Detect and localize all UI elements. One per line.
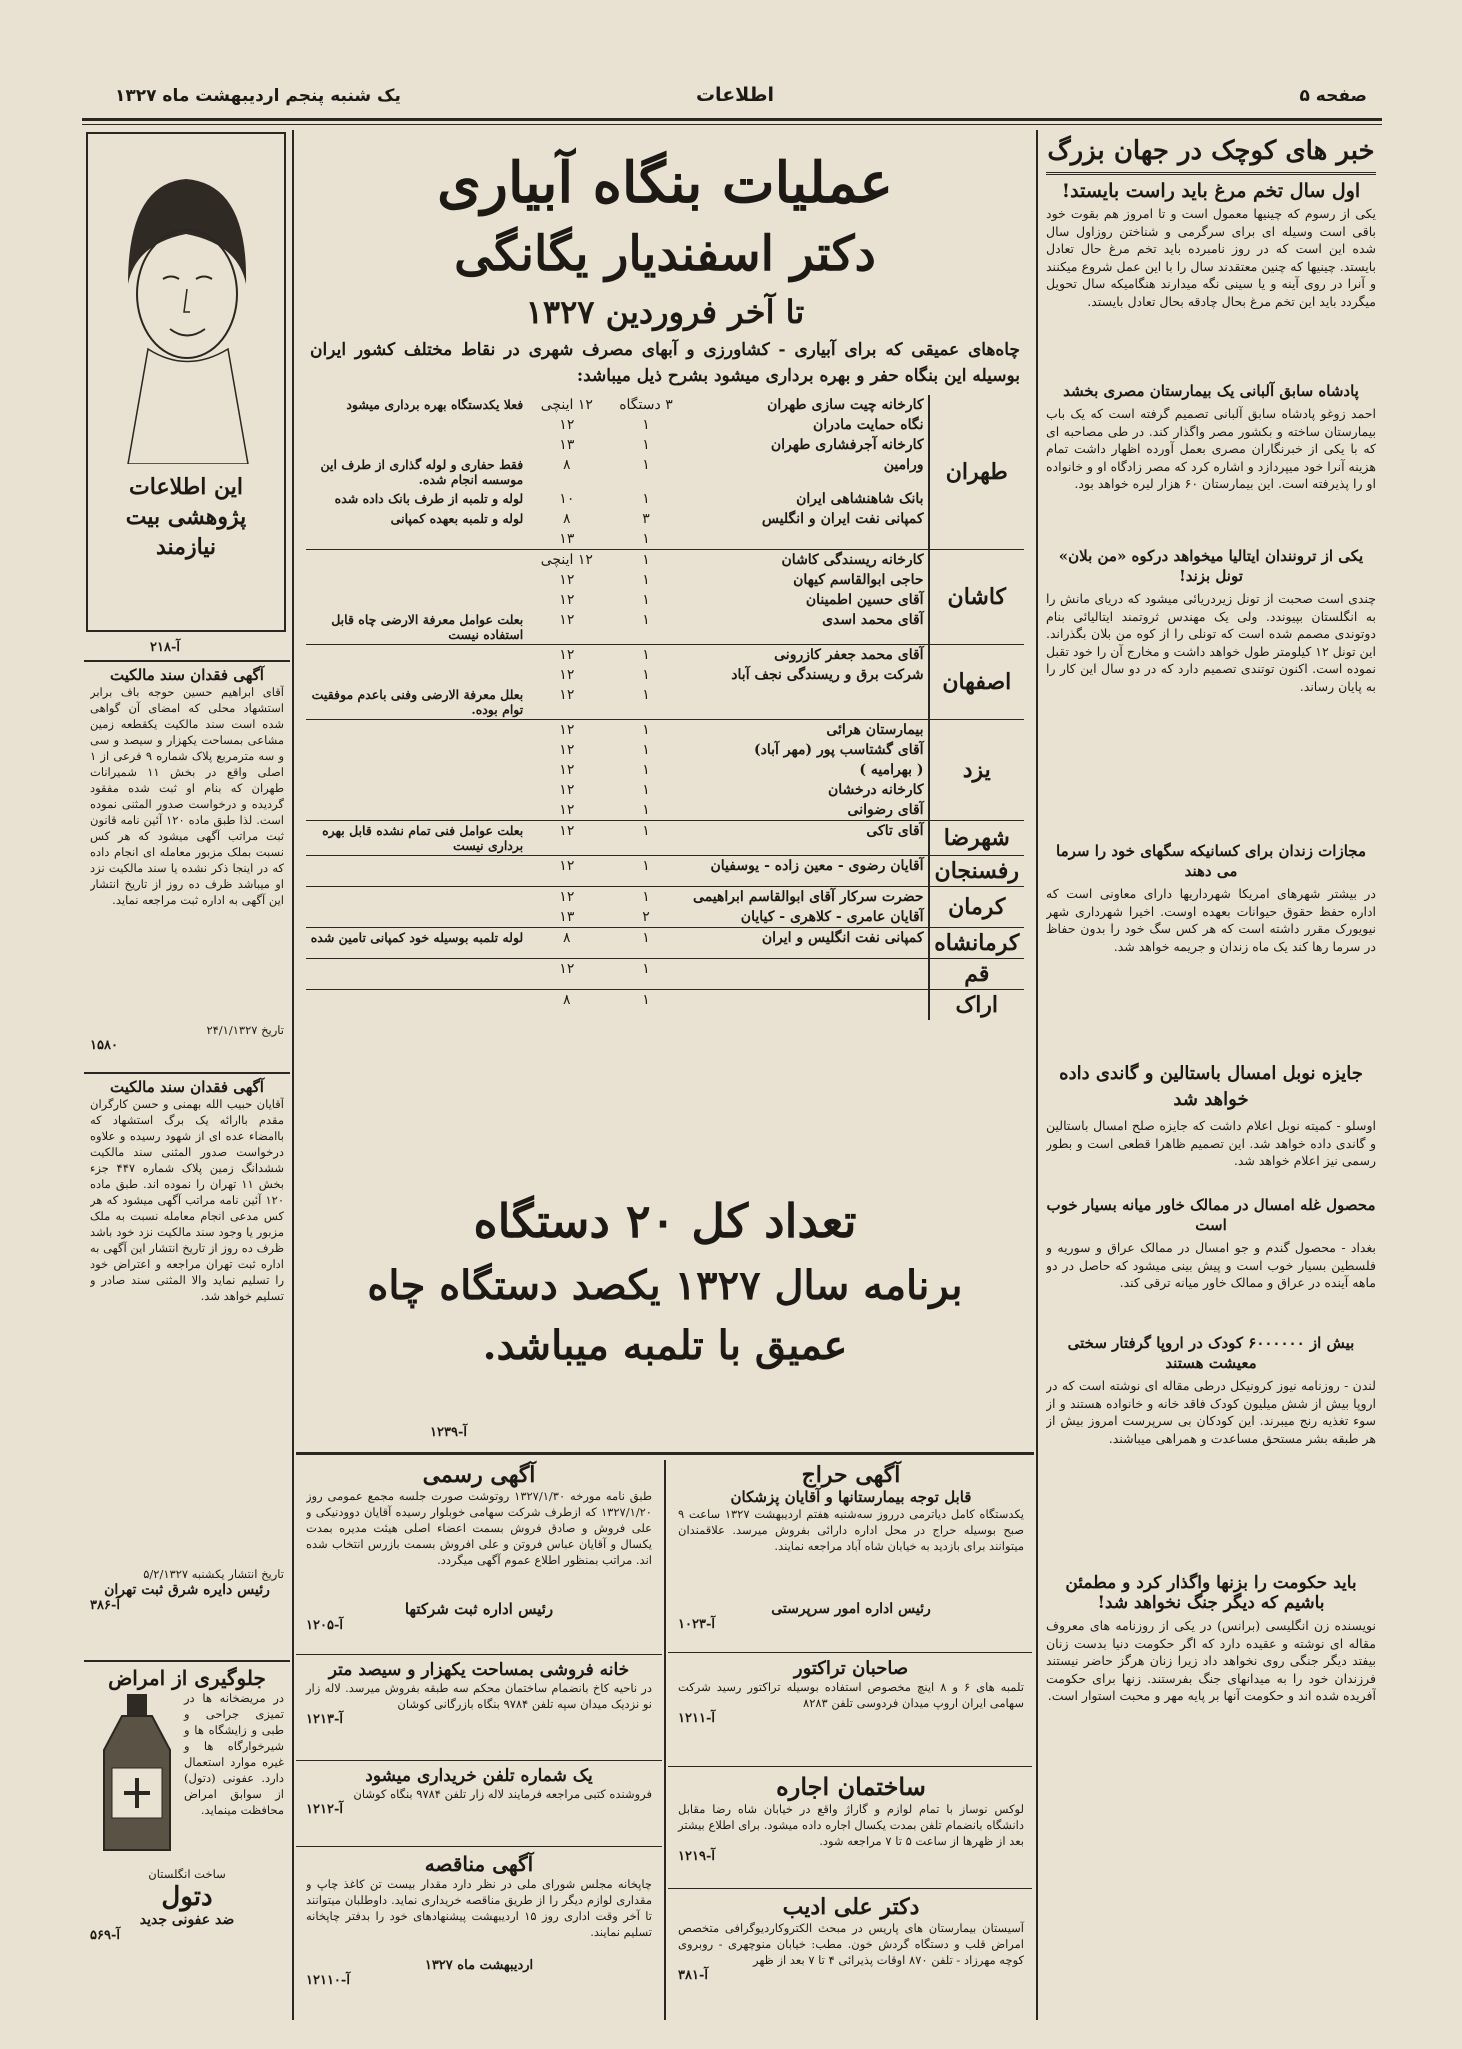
well-owner: بانک شاهنشاهی ایران (796, 491, 924, 507)
auction-code: آ-۱۰۲۳ (678, 1617, 715, 1632)
well-count: ۱ (642, 612, 650, 628)
well-size: ۱۲ (559, 802, 575, 818)
portrait-caption: این اطلاعات پژوهشی بیت نیازمند (125, 474, 247, 560)
news-text-1: یکی از رسوم که چینیها معمول است و تا امروز هم بقوت خود باقی است وسیله ای برای سرگرمی و شناختن روزاول سال شده این است که در روز نامبرده باید تخم مرغ حال تعادل بایستد. چینیها که چنین معتقدند سال را با این عمل شروع میکنند و آنرا در روی آینه و یا سینی نگه میدارند هنگامیکه سال تحویل میگردد باید این تخم مرغ بحال چادقه بحال تعادل بایستد. (1046, 206, 1376, 309)
well-size: ۱۲ اینچی (540, 397, 593, 413)
well-count: ۱ (606, 550, 685, 571)
well-note (306, 645, 527, 666)
well-row (306, 489, 1024, 509)
doctor-title: دکتر علی ادیب (782, 1894, 920, 1920)
auction-ad (670, 1460, 1032, 1650)
ad-intro: چاه‌های عمیقی که برای آبیاری - کشاورزی و آبهای مصرف شهری در نقاط مختلف کشور ایران بوسیله این بنگاه حفر و بهره برداری میشود بشرح ذیل میباشد: (310, 340, 1020, 386)
official-code: آ-۱۲۰۵ (306, 1618, 343, 1633)
well-size: ۸ (563, 457, 571, 473)
tender-code: آ-۱۲۱۱۰ (306, 1973, 350, 1988)
news-title-8: باید حکومت را بزنها واگذار کرد و مطمئن باشیم که دیگر جنگ نخواهد شد! (1065, 1573, 1357, 1613)
well-note (306, 550, 527, 571)
left-rule-1 (84, 660, 290, 662)
well-size: ۸ (527, 990, 606, 1021)
official-ad (298, 1460, 660, 1652)
news-title-1: اول سال تخم مرغ باید راست بایستد! (1061, 180, 1361, 202)
well-owner: آقای تاکی (686, 821, 929, 856)
well-owner: حاجی ابوالقاسم کیهان (793, 572, 924, 588)
well-owner: کارخانه چیت سازی طهران (767, 397, 924, 413)
ad-program: برنامه سال ۱۳۲۷ یکصد دستگاه چاه عمیق با تلمبه میباشد. (367, 1262, 963, 1369)
auction-text: یکدستگاه کامل دیاترمی درروز سه‌شنبه هفتم اردیبهشت ۱۳۲۷ ساعت ۹ صبح بوسیله حراج در محل اداره دارائی بفروش میرسد. علاقمندان میتوانند برای بازدید به خیابان شاه آباد مراجعه نمایند. (678, 1507, 1024, 1553)
well-size: ۱۲ (527, 887, 606, 908)
well-row (306, 959, 1024, 990)
well-owner: کمپانی نفت انگلیس و ایران (686, 928, 929, 959)
notice-1-text: آقای ابراهیم حسین حوجه باف برابر استشهاد محلی که امضای آن گواهی شده است سند مالکیت یکقطعه زمین مشاعی بمساحت یکهزار و سیصد و سی و سه مترمربع پلاک شماره ۹ فرعی از ۱ اصلی واقع در بخش ۱۱ شمیرانات طهران که بنام او ثبت شده مفقود گردیده و درخواست صدور المثنی نموده است. لذا طبق ماده ۱۲۰ آئین نامه قانون ثبت مراتب آگهی میشود که هر کس نسبت بملک مزبور معامله ای انجام داده که در اینجا ذکر نشده یا سند مالکیت نزد او میباشد ظرف ده روز از تاریخ انتشار این آگهی به اداره ثبت مراجعه نماید. (90, 685, 284, 907)
well-size: ۸ (563, 511, 571, 527)
house-text: در ناحیه کاخ بانضمام ساختمان محکم سه طبقه بفروش میرسد. لاله زار نو نزدیک میدان سپه تلفن ۹۷۸۴ بنگاه بازرگانی کوشان (306, 1681, 652, 1711)
news-title-2: پادشاه سابق آلبانی یک بیمارستان مصری بخشد (1063, 382, 1359, 400)
well-size: ۱۲ (559, 762, 575, 778)
well-row (306, 529, 1024, 550)
well-note (306, 907, 527, 928)
well-count: ۱ (642, 592, 650, 608)
well-note (306, 800, 527, 821)
well-count: ۱ (606, 928, 685, 959)
tractor-title: صاحبان تراکتور (793, 1658, 909, 1679)
well-size: ۱۳ (559, 531, 575, 547)
column-divider-left (292, 130, 294, 2020)
well-size: ۱۲ (559, 612, 575, 628)
well-owner: آقایان رضوی - معین زاده - یوسفیان (686, 856, 929, 887)
well-owner: آقای محمد جعفر کازرونی (686, 645, 929, 666)
well-count: ۳ (642, 511, 650, 527)
well-row (306, 800, 1024, 821)
well-size: ۱۲ (559, 667, 575, 683)
official-sign: رئیس اداره ثبت شرکتها (404, 1600, 554, 1618)
news-text-3: چندی است صحبت از تونل زیردریائی میشود که دریای مانش را به انگلستان بپیوندد. ولی یک مهندس ثروتمند ایتالیائی بنام دوتوندی مصمم شده است که تونلی را از کوه من بلان بگذراند. این تونل ۱۲ کیلومتر طول خواهد داشت و مخارج آن را خود تقبل نموده است. اکنون توتندی تصمیم دارد که در دو سال این کار را به پایان رساند. (1046, 591, 1376, 694)
portrait-code: آ-۲۱۸ (150, 640, 180, 655)
house-rule (296, 1760, 662, 1761)
well-owner: آقای گشتاسب پور (مهر آباد) (754, 742, 924, 758)
well-size: ۱۲ (559, 742, 575, 758)
official-title: آگهی رسمی (422, 1462, 536, 1488)
well-row (306, 415, 1024, 435)
product-ad (86, 1664, 288, 2020)
product-title: جلوگیری از امراض (108, 1666, 266, 1690)
tender-ad (298, 1850, 660, 2020)
well-count: ۱ (642, 667, 650, 683)
city-label: اراک (929, 990, 1024, 1021)
well-owner: شرکت برق و ریسندگی نجف آباد (731, 667, 924, 683)
ad-bottom-rule (296, 1452, 1034, 1455)
well-row (306, 887, 1024, 908)
news-text-8: نویسنده زن انگلیسی (برانس) در یکی از روزنامه های معروف مقاله ای نوشته و عقیده دارد که اگر حکومت دنیا بدست زنان بیفتد دیگر جنگی روی نخواهد داد زیرا زنان هرگز حاضر نیستند فرزندان خود را به میدانهای جنگ بفرستند. زنها برای حکومت آفریده شده اند و حکومت آنها بر پایه مهر و محبت استوار است. (1046, 1618, 1376, 1704)
well-size: ۱۳ (559, 909, 575, 925)
issue-date: یک شنبه پنجم اردیبهشت ماه ۱۳۲۷ (115, 86, 401, 106)
news-text-2: احمد زوغو پادشاه سابق آلبانی تصمیم گرفته است که یک باب بیمارستان ساخته و بکشور مصر واگذار کند. در طی مصاحبه ای که با یکی از خبرنگاران مصری بعمل آورده اظهار داشت تمام هزینه آنرا خود میپردازد و اشاره کرد که مصر زادگاه او و خانواده او را پذیرفته است. این بیمارستان ۶۰ هزار لیره خواهد بود. (1046, 406, 1376, 492)
news-title-7: بیش از ۶۰۰۰۰۰۰ کودک در اروپا گرفتار سختی معیشت هستند (1067, 1334, 1355, 1372)
well-note: لوله تلمبه بوسیله خود کمپانی تامین شده (306, 928, 527, 959)
well-owner: کارخانه درخشان (827, 782, 924, 798)
well-note: بعلت عوامل فنی تمام نشده قابل بهره برداری نیست (306, 821, 527, 856)
well-note (306, 780, 527, 800)
well-row (306, 685, 1024, 720)
well-note: بعلل معرفة الارضی وفنی باعدم موفقیت توام بوده. (311, 687, 524, 717)
well-note: لوله و تلمبه از طرف بانک داده شده (334, 491, 524, 506)
well-row (306, 610, 1024, 645)
well-owner: حضرت سرکار آقای ابوالقاسم ابراهیمی (686, 887, 929, 908)
well-note (306, 760, 527, 780)
well-count: ۱ (606, 959, 685, 990)
well-row (306, 856, 1024, 887)
news-text-5: اوسلو - کمیته نوبل اعلام داشت که جایزه صلح امسال باستالین و گاندی داده خواهد شد. این تصمیم ظاهرا قطعی است و بطور رسمی نیز اعلام خواهد شد. (1046, 1118, 1376, 1169)
well-size: ۱۲ (559, 417, 575, 433)
irrigation-ad (300, 135, 1030, 1450)
column-divider-right (1036, 130, 1038, 2020)
product-name: دتول (161, 1882, 213, 1912)
well-count: ۱ (606, 645, 685, 666)
well-count: ۱ (606, 720, 685, 741)
notice-2-title: آگهی فقدان سند مالکیت (110, 1078, 264, 1096)
doctor-code: آ-۳۸۱ (678, 1968, 708, 1983)
well-row (306, 990, 1024, 1021)
well-row (306, 590, 1024, 610)
city-label: اصفهان (929, 645, 1024, 720)
well-count: ۱ (606, 821, 685, 856)
city-label: کرمانشاه (929, 928, 1024, 959)
well-count: ۱ (606, 990, 685, 1021)
well-size: ۱۲ (559, 782, 575, 798)
well-owner: بیمارستان هرائی (686, 720, 929, 741)
left-rule-2 (84, 1072, 290, 1074)
phone-title: یک شماره تلفن خریداری میشود (365, 1766, 593, 1786)
tractor-rule (668, 1766, 1032, 1767)
well-count: ۱ (642, 457, 650, 473)
rent-text: لوکس نوساز با تمام لوازم و گاراژ واقع در خیابان شاه رضا مقابل دانشگاه بانضمام تلفن بمدت یکسال اجاره داده میشود. برای اطلاع بیشتر بعد از ظهرها از ساعت ۵ تا ۷ مراجعه شود. (678, 1802, 1024, 1848)
well-count: ۱ (606, 856, 685, 887)
well-owner: ورامین (883, 457, 924, 473)
well-note: لوله و تلمبه بعهده کمپانی (390, 511, 524, 526)
well-row (306, 550, 1024, 571)
well-row (306, 455, 1024, 489)
house-code: آ-۱۲۱۳ (306, 1712, 343, 1727)
left-rule-3 (84, 1660, 290, 1662)
well-row (306, 665, 1024, 685)
news-text-7: لندن - روزنامه نیوز کرونیکل درطی مقاله ای نوشته است که در اروپا بیش از شش میلیون کودک فاقد خانه و خانواده هستند و از سوء تغذیه رنج میبرند. این کودکان بی سرپرست امروز بیش از هر طبقه بشر مستحق مساعدت و همراهی میباشند. (1046, 1378, 1376, 1446)
notice-2 (86, 1076, 288, 1656)
auction-subtitle: قابل توجه بیمارستانها و آقایان پزشکان (730, 1488, 972, 1506)
well-size: ۱۲ (527, 720, 606, 741)
well-note (306, 720, 527, 741)
well-note (306, 435, 527, 455)
well-count: ۱ (642, 762, 650, 778)
phone-text: فروشنده کتبی مراجعه فرمایند لاله زار تلفن ۹۷۸۴ بنگاه کوشان (353, 1787, 652, 1801)
well-owner: کارخانه ریسندگی کاشان (686, 550, 929, 571)
notice-1-title: آگهی فقدان سند مالکیت (110, 666, 264, 684)
well-row (306, 570, 1024, 590)
well-count: ۱ (642, 687, 650, 703)
doctor-ad (670, 1892, 1032, 2020)
well-row (306, 740, 1024, 760)
well-count: ۱ (642, 531, 650, 547)
well-owner: کارخانه آجرفشاری طهران (770, 437, 924, 453)
city-label: کرمان (929, 887, 1024, 928)
tender-date: اردیبهشت ماه ۱۳۲۷ (424, 1958, 534, 1973)
well-size: ۱۳ (559, 437, 575, 453)
well-count: ۱ (642, 742, 650, 758)
well-row (306, 720, 1024, 741)
city-label: قم (929, 959, 1024, 990)
well-note (306, 856, 527, 887)
auction-title: آگهی حراج (801, 1462, 901, 1488)
well-size: ۱۲ (527, 856, 606, 887)
well-note (306, 415, 527, 435)
well-note: بعلت عوامل معرفة الارضی چاه قابل استفاده نیست (331, 612, 524, 642)
phone-code: آ-۱۲۱۲ (306, 1802, 343, 1817)
well-note (306, 590, 527, 610)
tractor-code: آ-۱۲۱۱ (678, 1711, 715, 1726)
product-text: در مریضخانه ها در تمیزی جراحی و طبی و زایشگاه ها و شیرخوارگاه ها و غیره موارد استعمال دارد. عفونی (دتول) از سوابق امراض محافظت مینماید. (184, 1691, 284, 1817)
auction-rule (668, 1652, 1032, 1653)
news-text-6: بغداد - محصول گندم و جو امسال در ممالک عراق و سوریه و فلسطین بسیار خوب است و پیش بینی میشود که حاصل در دو ماهه آینده در عراق و ممالک خاور میانه ترقی کند. (1046, 1240, 1376, 1291)
news-title-6: محصول غله امسال در ممالک خاور میانه بسیار خوب است (1046, 1196, 1376, 1234)
well-note (306, 959, 527, 990)
city-label: طهران (929, 395, 1024, 550)
well-owner: کمپانی نفت ایران و انگلیس (761, 511, 924, 527)
well-count: ۱ (642, 417, 650, 433)
well-size: ۱۲ (527, 821, 606, 856)
well-size: ۱۲ (559, 572, 575, 588)
notice-2-footer: تاریخ انتشار یکشنبه ۵/۲/۱۳۲۷ (143, 1567, 284, 1581)
news-title-3: یکی از ترونندان ایتالیا میخواهد درکوه «من بلان» تونل بزند! (1058, 547, 1364, 585)
city-label: شهرضا (929, 821, 1024, 856)
bottle-icon (94, 1690, 180, 1860)
phone-rule (296, 1846, 662, 1847)
well-owner (686, 685, 929, 720)
well-size: ۱۲ اینچی (527, 550, 606, 571)
well-owner (686, 529, 929, 550)
well-note (306, 570, 527, 590)
well-row (306, 780, 1024, 800)
portrait-ad (86, 132, 286, 632)
rent-code: آ-۱۲۱۹ (678, 1849, 715, 1864)
news-text-4: در بیشتر شهرهای امریکا شهرداریها دارای معاونی است که اداره حفظ حقوق حیوانات بعهده اوست. اخیرا شهرداری شهر نیویورک مقرر داشته است که هر کس سگ خود را بدون حفاظ در سرما رها کند یک ماه زندان و جریمه خواهد شد. (1046, 886, 1376, 954)
tender-text: چاپخانه مجلس شورای ملی در نظر دارد مقدار بیست تن کاغذ چاپ و مقداری لوازم دیگر را از طریق مناقصه خریداری نماید. داوطلبان میتوانند تا آخر وقت اداری روز ۱۵ اردیبهشت پیشنهادهای خود را بدفتر چاپخانه تسلیم نمایند. (306, 1877, 652, 1939)
city-label: یزد (929, 720, 1024, 821)
well-size: ۱۲ (527, 645, 606, 666)
doctor-text: آسیستان بیمارستان های پاریس در مبحث الکتروکاردیوگرافی متخصص امراض قلب و دستگاه گردش خون. مطب: خیابان منوچهری - روبروی کوچه مهرزاد - تلفن ۸۷۰ اوقات پذیرائی ۴ تا ۷ بعد از ظهر (678, 1921, 1024, 1967)
masthead-rule (82, 118, 1382, 121)
notice-1-footer: تاریخ ۲۴/۱/۱۳۲۷ (206, 1023, 284, 1037)
notice-1 (86, 664, 288, 1069)
house-ad (298, 1658, 660, 1758)
well-note: فقط حفاری و لوله گذاری از طرف این موسسه انجام شده. (320, 457, 524, 487)
well-size: ۱۲ (527, 959, 606, 990)
well-row (306, 760, 1024, 780)
tractor-text: تلمبه های ۶ و ۸ اینچ مخصوص استفاده بوسیله تراکتور رسید شرکت سهامی ایران اروپ میدان فردوسی تلفن ۸۲۸۳ (678, 1680, 1024, 1710)
well-owner: آقای محمد اسدی (822, 612, 924, 628)
paper-name: اطلاعات (695, 84, 775, 106)
ad-title: عملیات بنگاه آبیاری (437, 150, 893, 216)
city-label: رفسنجان (929, 856, 1024, 887)
rent-rule (668, 1888, 1032, 1889)
well-row (306, 395, 1024, 415)
product-tag: ضد عفونی جدید (139, 1912, 235, 1928)
well-count: ۱ (642, 802, 650, 818)
well-count: ۱ (606, 887, 685, 908)
well-size: ۸ (527, 928, 606, 959)
notice-2-text: آقایان حبیب الله بهمنی و حسن کارگران مقدم باارائه یک برگ استشهاد که باامضاء عده ای از شهود رسیده و علاوه درخواست صدور المثنی سند مالکیت ششدانگ زمین پلاک شماره ۴۴۷ جزء بخش ۱۱ تهران را نموده اند. طبق ماده ۱۲۰ آئین نامه مراتب آگهی میشود که هر کس مدعی انجام معامله نسبت به ملک مزبور یا وجود سند مالکیت نزد خود باشد ظرف ده روز از تاریخ انتشار این آگهی به اداره ثبت تهران مراجعه و اعتراض خود را تسلیم نماید والا المثنی سند صادر و تسلیم خواهد شد. (90, 1097, 284, 1303)
well-count: ۱ (642, 782, 650, 798)
tender-title: آگهی مناقصه (424, 1852, 534, 1876)
ad-code: آ-۱۲۳۹ (430, 1425, 467, 1440)
rent-ad (670, 1770, 1032, 1885)
well-size: ۱۲ (559, 592, 575, 608)
notice-2-sign: رئیس دایره شرق ثبت تهران (104, 1582, 270, 1598)
well-note: فعلا یکدستگاه بهره برداری میشود (346, 397, 524, 412)
official-text: طبق نامه مورخه ۱۳۲۷/۱/۳۰ روتوشت صورت جلسه مجمع عمومی روز ۱۳۲۷/۱/۲۰ که ازطرف شرکت سهامی خوبلوار رسیده آقایان دوودنیکی و علی فروش و صادق فروش بسمت اعضاء اصلی هیئت مدیره بمدت یکسال و آقایان عباس فروتن و علی افروش بسمت بازرس انتخاب شده اند. مراتب بمنظور اطلاع عموم آگهی میگردد. (306, 1489, 652, 1567)
wells-table (300, 395, 1030, 1180)
well-note (306, 740, 527, 760)
well-count: ۱ (642, 572, 650, 588)
well-count: ۱ (642, 491, 650, 507)
auction-sign: رئیس اداره امور سرپرستی (771, 1601, 931, 1617)
well-count: ۲ (642, 909, 650, 925)
well-row (306, 928, 1024, 959)
rent-title: ساختمان اجاره (776, 1772, 926, 1801)
well-owner: آقایان عامری - کلاهری - کیایان (740, 909, 924, 925)
news-title-4: مجازات زندان برای کسانیکه سگهای خود را سرما می دهند (1056, 842, 1366, 880)
well-row (306, 645, 1024, 666)
masthead-rule-thin (82, 124, 1382, 125)
well-owner: آقای حسین اطمینان (805, 592, 924, 608)
notice-1-code: ۱۵۸۰ (90, 1038, 118, 1053)
house-title: خانه فروشی بمساحت یکهزار و سیصد متر (328, 1660, 630, 1680)
well-row (306, 907, 1024, 928)
product-maker: ساخت انگلستان (148, 1867, 226, 1881)
page-number: صفحه ۵ (1299, 86, 1367, 106)
portrait-illustration (88, 134, 284, 464)
well-note (306, 529, 527, 550)
well-owner: نگاه حمایت مادران (812, 417, 924, 433)
well-size: ۱۰ (559, 491, 575, 507)
well-owner (686, 990, 929, 1021)
ad-until: تا آخر فروردین ۱۳۲۷ (525, 293, 805, 331)
city-label: کاشان (929, 550, 1024, 645)
ad-director: دکتر اسفندیار یگانگی (454, 226, 876, 282)
news-title-5: جایزه نوبل امسال باستالین و گاندی داده خواهد شد (1059, 1063, 1363, 1110)
notice-2-code: آ-۳۸۶ (90, 1598, 120, 1613)
well-note (306, 665, 527, 685)
well-owner: آقای رضوانی (847, 802, 924, 818)
phone-ad (298, 1764, 660, 1844)
well-row (306, 435, 1024, 455)
world-news-column (1040, 132, 1382, 2022)
well-note (306, 990, 527, 1021)
official-rule (296, 1654, 662, 1655)
well-count: ۱ (642, 437, 650, 453)
tractor-ad (670, 1656, 1032, 1764)
well-size: ۱۲ (559, 687, 575, 703)
well-owner (686, 959, 929, 990)
well-note (306, 887, 527, 908)
well-count: ۳ دستگاه (619, 397, 673, 413)
well-row (306, 509, 1024, 529)
ad-total: تعداد کل ۲۰ دستگاه (473, 1194, 857, 1248)
classified-divider (664, 1460, 666, 2020)
well-row (306, 821, 1024, 856)
product-code: آ-۵۶۹ (90, 1928, 120, 1943)
column-title: خبر های کوچک در جهان بزرگ (1047, 136, 1375, 166)
well-owner: ( بهرامیه ) (859, 762, 924, 778)
